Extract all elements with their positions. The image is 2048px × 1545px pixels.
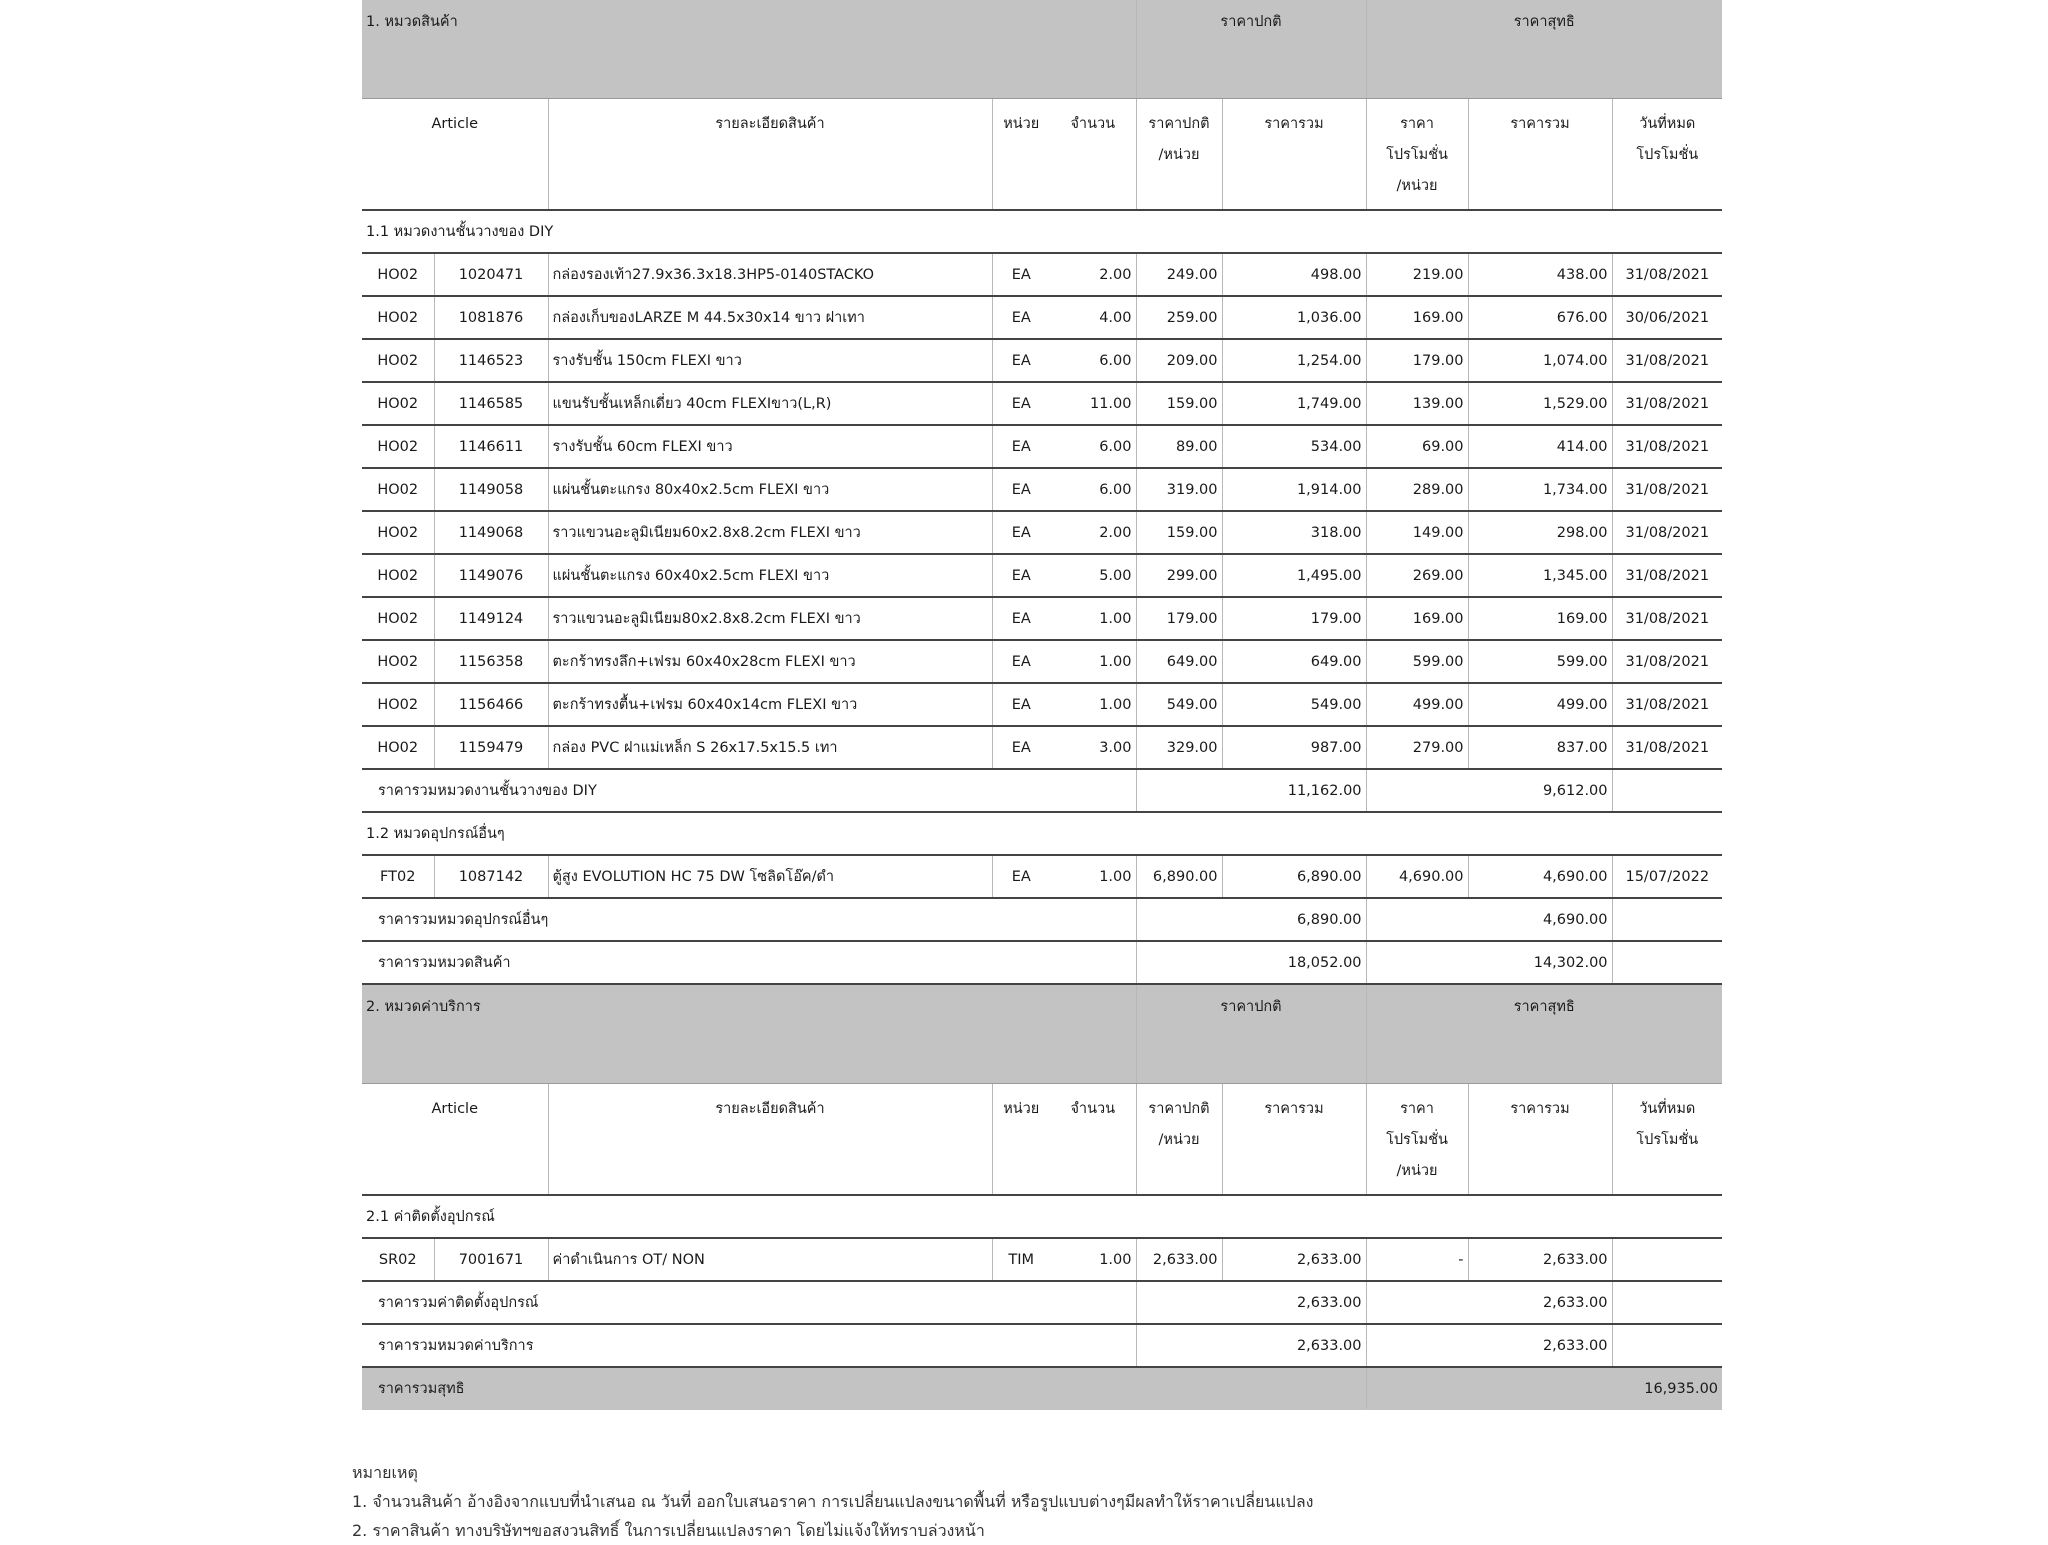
col-promo-total: ราคารวม (1468, 99, 1612, 211)
col-promo-end (1612, 1084, 1722, 1196)
site-code: HO02 (362, 425, 434, 468)
item-normal-price: 159.00 (1136, 511, 1222, 554)
article-number: 1149124 (434, 597, 548, 640)
site-code: HO02 (362, 296, 434, 339)
item-unit: EA (992, 468, 1050, 511)
item-promo-end: 31/08/2021 (1612, 253, 1722, 296)
table-row (362, 253, 1722, 296)
table-row (362, 425, 1722, 468)
item-normal-price: 6,890.00 (1136, 855, 1222, 898)
grand-total-label: ราคารวมสุทธิ (362, 1367, 1366, 1410)
item-qty: 6.00 (1050, 425, 1136, 468)
section2-total-blank-c (1612, 1324, 1722, 1367)
item-qty: 2.00 (1050, 511, 1136, 554)
item-promo-total: 1,345.00 (1468, 554, 1612, 597)
item-promo-price: 69.00 (1366, 425, 1468, 468)
table-row (362, 683, 1722, 726)
table-row (362, 1238, 1722, 1281)
site-code: HO02 (362, 554, 434, 597)
col-qty: จำนวน (1050, 99, 1136, 211)
item-normal-price: 549.00 (1136, 683, 1222, 726)
notes-title: หมายเหตุ (352, 1463, 418, 1482)
net-price-group-label: ราคาสุทธิ (1366, 0, 1722, 99)
site-code: HO02 (362, 597, 434, 640)
item-description: แขนรับชั้นเหล็กเดี่ยว 40cm FLEXIขาว(L,R) (548, 382, 992, 425)
section2-column-header (362, 1084, 1722, 1196)
item-promo-price: 269.00 (1366, 554, 1468, 597)
subtotal-2-1-total: 2,633.00 (1222, 1281, 1366, 1324)
item-normal-price: 329.00 (1136, 726, 1222, 769)
item-description: กล่อง PVC ฝาแม่เหล็ก S 26x17.5x15.5 เทา (548, 726, 992, 769)
item-unit: EA (992, 640, 1050, 683)
item-unit: EA (992, 511, 1050, 554)
item-description: ตะกร้าทรงลึก+เฟรม 60x40x28cm FLEXI ขาว (548, 640, 992, 683)
col-promo-price (1366, 99, 1468, 211)
grand-total-blank (1366, 1367, 1612, 1410)
col-promo-end-line-1: วันที่หมด (1639, 116, 1696, 132)
item-promo-price: 169.00 (1366, 296, 1468, 339)
section-title: 2. หมวดค่าบริการ (362, 984, 1136, 1084)
subtotal-2-1-blank-b (1366, 1281, 1468, 1324)
item-total: 1,254.00 (1222, 339, 1366, 382)
table-row (362, 554, 1722, 597)
col-promo-total: ราคารวม (1468, 1084, 1612, 1196)
site-code: HO02 (362, 683, 434, 726)
article-number: 1156358 (434, 640, 548, 683)
article-number: 1020471 (434, 253, 548, 296)
site-code: SR02 (362, 1238, 434, 1281)
item-promo-total: 414.00 (1468, 425, 1612, 468)
col-normal-price (1136, 99, 1222, 211)
item-description: รางรับชั้น 60cm FLEXI ขาว (548, 425, 992, 468)
subsection-1-1 (362, 210, 1722, 253)
table-row (362, 726, 1722, 769)
col-total: ราคารวม (1222, 99, 1366, 211)
item-description: แผ่นชั้นตะแกรง 80x40x2.5cm FLEXI ขาว (548, 468, 992, 511)
col-normal-price (1136, 1084, 1222, 1196)
item-promo-total: 438.00 (1468, 253, 1612, 296)
item-total: 534.00 (1222, 425, 1366, 468)
table-row (362, 382, 1722, 425)
item-promo-price: 279.00 (1366, 726, 1468, 769)
normal-price-group-label: ราคาปกติ (1136, 0, 1366, 99)
item-promo-end: 15/07/2022 (1612, 855, 1722, 898)
item-promo-end: 31/08/2021 (1612, 554, 1722, 597)
item-normal-price: 179.00 (1136, 597, 1222, 640)
item-total: 549.00 (1222, 683, 1366, 726)
item-qty: 5.00 (1050, 554, 1136, 597)
section2-total-total: 2,633.00 (1222, 1324, 1366, 1367)
article-number: 7001671 (434, 1238, 548, 1281)
grand-total-value: 16,935.00 (1612, 1367, 1722, 1410)
subtotal-2-1-blank-a (1136, 1281, 1222, 1324)
item-promo-price: 179.00 (1366, 339, 1468, 382)
site-code: HO02 (362, 253, 434, 296)
item-unit: EA (992, 554, 1050, 597)
item-promo-total: 1,734.00 (1468, 468, 1612, 511)
item-promo-total: 676.00 (1468, 296, 1612, 339)
section2-total-blank-a (1136, 1324, 1222, 1367)
subtotal-1-1-total: 11,162.00 (1222, 769, 1366, 812)
item-unit: EA (992, 382, 1050, 425)
item-promo-price: 139.00 (1366, 382, 1468, 425)
col-article: Article (362, 99, 548, 211)
item-description: แผ่นชั้นตะแกรง 60x40x2.5cm FLEXI ขาว (548, 554, 992, 597)
item-total: 1,749.00 (1222, 382, 1366, 425)
item-promo-total: 1,074.00 (1468, 339, 1612, 382)
item-promo-total: 298.00 (1468, 511, 1612, 554)
table-body (362, 0, 1722, 1410)
col-total: ราคารวม (1222, 1084, 1366, 1196)
subsection-title: 1.1 หมวดงานชั้นวางของ DIY (362, 210, 1722, 253)
subsection-title: 1.2 หมวดอุปกรณ์อื่นๆ (362, 812, 1722, 855)
item-qty: 1.00 (1050, 640, 1136, 683)
article-number: 1156466 (434, 683, 548, 726)
item-promo-price: 499.00 (1366, 683, 1468, 726)
subtotal-1-2-net: 4,690.00 (1468, 898, 1612, 941)
section1-total-label: ราคารวมหมวดสินค้า (362, 941, 1136, 984)
col-description: รายละเอียดสินค้า (548, 99, 992, 211)
item-description: ตู้สูง EVOLUTION HC 75 DW โซลิดโอ๊ค/ดำ (548, 855, 992, 898)
subtotal-2-1-net: 2,633.00 (1468, 1281, 1612, 1324)
section2-total-label: ราคารวมหมวดค่าบริการ (362, 1324, 1136, 1367)
item-promo-total: 169.00 (1468, 597, 1612, 640)
item-promo-end: 31/08/2021 (1612, 382, 1722, 425)
item-unit: TIM (992, 1238, 1050, 1281)
col-unit: หน่วย (992, 99, 1050, 211)
net-price-group-label: ราคาสุทธิ (1366, 984, 1722, 1084)
item-qty: 4.00 (1050, 296, 1136, 339)
subtotal-1-1-blank-b (1366, 769, 1468, 812)
item-unit: EA (992, 726, 1050, 769)
item-total: 179.00 (1222, 597, 1366, 640)
col-promo-price-line-1: ราคา (1400, 116, 1434, 132)
subtotal-1-2-blank-b (1366, 898, 1468, 941)
col-normal-price-line-2: /หน่วย (1158, 147, 1200, 163)
item-promo-price: 289.00 (1366, 468, 1468, 511)
section1-header (362, 0, 1722, 99)
table-row (362, 511, 1722, 554)
site-code: HO02 (362, 339, 434, 382)
section1-total-blank-a (1136, 941, 1222, 984)
item-description: ราวแขวนอะลูมิเนียม80x2.8x8.2cm FLEXI ขาว (548, 597, 992, 640)
section1-column-header (362, 99, 1722, 211)
item-promo-end: 31/08/2021 (1612, 511, 1722, 554)
table-row (362, 855, 1722, 898)
table-row (362, 339, 1722, 382)
normal-price-group-label: ราคาปกติ (1136, 984, 1366, 1084)
subsection-2-1 (362, 1195, 1722, 1238)
subtotal-1-2 (362, 898, 1722, 941)
item-promo-price: 219.00 (1366, 253, 1468, 296)
subtotal-1-1-blank-a (1136, 769, 1222, 812)
item-promo-end: 31/08/2021 (1612, 597, 1722, 640)
col-promo-price-line-1: ราคา (1400, 1101, 1434, 1117)
item-promo-total: 599.00 (1468, 640, 1612, 683)
site-code: HO02 (362, 511, 434, 554)
site-code: HO02 (362, 468, 434, 511)
item-promo-end: 31/08/2021 (1612, 726, 1722, 769)
item-total: 649.00 (1222, 640, 1366, 683)
section2-header (362, 984, 1722, 1084)
col-description: รายละเอียดสินค้า (548, 1084, 992, 1196)
item-promo-price: 599.00 (1366, 640, 1468, 683)
table-row (362, 296, 1722, 339)
item-total: 498.00 (1222, 253, 1366, 296)
col-normal-price-line-1: ราคาปกติ (1148, 1101, 1210, 1117)
item-description: ราวแขวนอะลูมิเนียม60x2.8x8.2cm FLEXI ขาว (548, 511, 992, 554)
item-promo-price: 4,690.00 (1366, 855, 1468, 898)
subsection-1-2 (362, 812, 1722, 855)
col-promo-price (1366, 1084, 1468, 1196)
site-code: HO02 (362, 640, 434, 683)
item-total: 987.00 (1222, 726, 1366, 769)
item-unit: EA (992, 296, 1050, 339)
item-unit: EA (992, 683, 1050, 726)
item-qty: 6.00 (1050, 468, 1136, 511)
note-line-1: 1. จำนวนสินค้า อ้างอิงจากแบบที่นำเสนอ ณ วันที่ ออกใบเสนอราคา การเปลี่ยนแปลงขนาดพื้นที่ หรือรูปแบบต่างๆมีผลทำให้ราคาเปลี่ยนแปลง (352, 1492, 1314, 1511)
item-promo-end: 30/06/2021 (1612, 296, 1722, 339)
col-qty: จำนวน (1050, 1084, 1136, 1196)
col-promo-end-line-2: โปรโมชั่น (1636, 1132, 1699, 1148)
quotation-document (362, 0, 1722, 1410)
col-promo-end-line-2: โปรโมชั่น (1636, 147, 1699, 163)
item-promo-total: 1,529.00 (1468, 382, 1612, 425)
item-promo-total: 4,690.00 (1468, 855, 1612, 898)
site-code: FT02 (362, 855, 434, 898)
notes (352, 1458, 1313, 1545)
col-promo-end-line-1: วันที่หมด (1639, 1101, 1696, 1117)
subtotal-1-1-blank-c (1612, 769, 1722, 812)
section1-total-net: 14,302.00 (1468, 941, 1612, 984)
item-qty: 11.00 (1050, 382, 1136, 425)
item-qty: 1.00 (1050, 683, 1136, 726)
item-unit: EA (992, 339, 1050, 382)
section2-total-net: 2,633.00 (1468, 1324, 1612, 1367)
article-number: 1087142 (434, 855, 548, 898)
section1-total-blank-c (1612, 941, 1722, 984)
item-promo-end: 31/08/2021 (1612, 468, 1722, 511)
item-total: 1,914.00 (1222, 468, 1366, 511)
table-row (362, 640, 1722, 683)
quotation-table (362, 0, 1722, 1410)
col-article: Article (362, 1084, 548, 1196)
subtotal-1-2-blank-a (1136, 898, 1222, 941)
item-description: กล่องเก็บของLARZE M 44.5x30x14 ขาว ฝาเทา (548, 296, 992, 339)
item-promo-total: 837.00 (1468, 726, 1612, 769)
section-title: 1. หมวดสินค้า (362, 0, 1136, 99)
subtotal-1-2-blank-c (1612, 898, 1722, 941)
col-promo-price-line-3: /หน่วย (1396, 1163, 1438, 1179)
subtotal-1-2-label: ราคารวมหมวดอุปกรณ์อื่นๆ (362, 898, 1136, 941)
col-unit: หน่วย (992, 1084, 1050, 1196)
col-promo-price-line-2: โปรโมชั่น (1386, 147, 1448, 163)
article-number: 1146523 (434, 339, 548, 382)
item-promo-total: 2,633.00 (1468, 1238, 1612, 1281)
item-promo-end: 31/08/2021 (1612, 425, 1722, 468)
item-unit: EA (992, 425, 1050, 468)
section2-total-blank-b (1366, 1324, 1468, 1367)
item-description: ค่าดำเนินการ OT/ NON (548, 1238, 992, 1281)
table-row (362, 597, 1722, 640)
col-promo-price-line-3: /หน่วย (1396, 178, 1438, 194)
item-normal-price: 649.00 (1136, 640, 1222, 683)
item-qty: 2.00 (1050, 253, 1136, 296)
col-normal-price-line-2: /หน่วย (1158, 1132, 1200, 1148)
item-description: ตะกร้าทรงตื้น+เฟรม 60x40x14cm FLEXI ขาว (548, 683, 992, 726)
subtotal-1-1 (362, 769, 1722, 812)
item-total: 2,633.00 (1222, 1238, 1366, 1281)
subtotal-1-1-net: 9,612.00 (1468, 769, 1612, 812)
note-line-2: 2. ราคาสินค้า ทางบริษัทฯขอสงวนสิทธิ์ ในการเปลี่ยนแปลงราคา โดยไม่แจ้งให้ทราบล่วงหน้า (352, 1521, 985, 1540)
item-qty: 3.00 (1050, 726, 1136, 769)
item-promo-total: 499.00 (1468, 683, 1612, 726)
section2-total (362, 1324, 1722, 1367)
item-unit: EA (992, 597, 1050, 640)
item-description: กล่องรองเท้า27.9x36.3x18.3HP5-0140STACKO (548, 253, 992, 296)
article-number: 1149058 (434, 468, 548, 511)
item-unit: EA (992, 253, 1050, 296)
item-total: 1,495.00 (1222, 554, 1366, 597)
article-number: 1146585 (434, 382, 548, 425)
item-qty: 1.00 (1050, 855, 1136, 898)
article-number: 1149076 (434, 554, 548, 597)
grand-total-row (362, 1367, 1722, 1410)
subtotal-1-2-total: 6,890.00 (1222, 898, 1366, 941)
col-promo-end (1612, 99, 1722, 211)
article-number: 1159479 (434, 726, 548, 769)
item-promo-end (1612, 1238, 1722, 1281)
subtotal-2-1 (362, 1281, 1722, 1324)
col-promo-price-line-2: โปรโมชั่น (1386, 1132, 1448, 1148)
item-normal-price: 259.00 (1136, 296, 1222, 339)
item-qty: 1.00 (1050, 597, 1136, 640)
item-description: รางรับชั้น 150cm FLEXI ขาว (548, 339, 992, 382)
subtotal-2-1-label: ราคารวมค่าติดตั้งอุปกรณ์ (362, 1281, 1136, 1324)
item-promo-end: 31/08/2021 (1612, 339, 1722, 382)
item-promo-end: 31/08/2021 (1612, 640, 1722, 683)
subtotal-2-1-blank-c (1612, 1281, 1722, 1324)
item-normal-price: 249.00 (1136, 253, 1222, 296)
item-promo-end: 31/08/2021 (1612, 683, 1722, 726)
article-number: 1146611 (434, 425, 548, 468)
item-promo-price: - (1366, 1238, 1468, 1281)
subsection-title: 2.1 ค่าติดตั้งอุปกรณ์ (362, 1195, 1722, 1238)
item-normal-price: 89.00 (1136, 425, 1222, 468)
article-number: 1081876 (434, 296, 548, 339)
section1-total-blank-b (1366, 941, 1468, 984)
item-total: 318.00 (1222, 511, 1366, 554)
item-total: 6,890.00 (1222, 855, 1366, 898)
item-promo-price: 149.00 (1366, 511, 1468, 554)
item-normal-price: 2,633.00 (1136, 1238, 1222, 1281)
table-row (362, 468, 1722, 511)
item-unit: EA (992, 855, 1050, 898)
item-normal-price: 159.00 (1136, 382, 1222, 425)
item-qty: 1.00 (1050, 1238, 1136, 1281)
col-normal-price-line-1: ราคาปกติ (1148, 116, 1210, 132)
item-normal-price: 299.00 (1136, 554, 1222, 597)
section1-total (362, 941, 1722, 984)
subtotal-1-1-label: ราคารวมหมวดงานชั้นวางของ DIY (362, 769, 1136, 812)
item-qty: 6.00 (1050, 339, 1136, 382)
site-code: HO02 (362, 726, 434, 769)
item-promo-price: 169.00 (1366, 597, 1468, 640)
site-code: HO02 (362, 382, 434, 425)
item-normal-price: 209.00 (1136, 339, 1222, 382)
item-normal-price: 319.00 (1136, 468, 1222, 511)
article-number: 1149068 (434, 511, 548, 554)
item-total: 1,036.00 (1222, 296, 1366, 339)
section1-total-total: 18,052.00 (1222, 941, 1366, 984)
